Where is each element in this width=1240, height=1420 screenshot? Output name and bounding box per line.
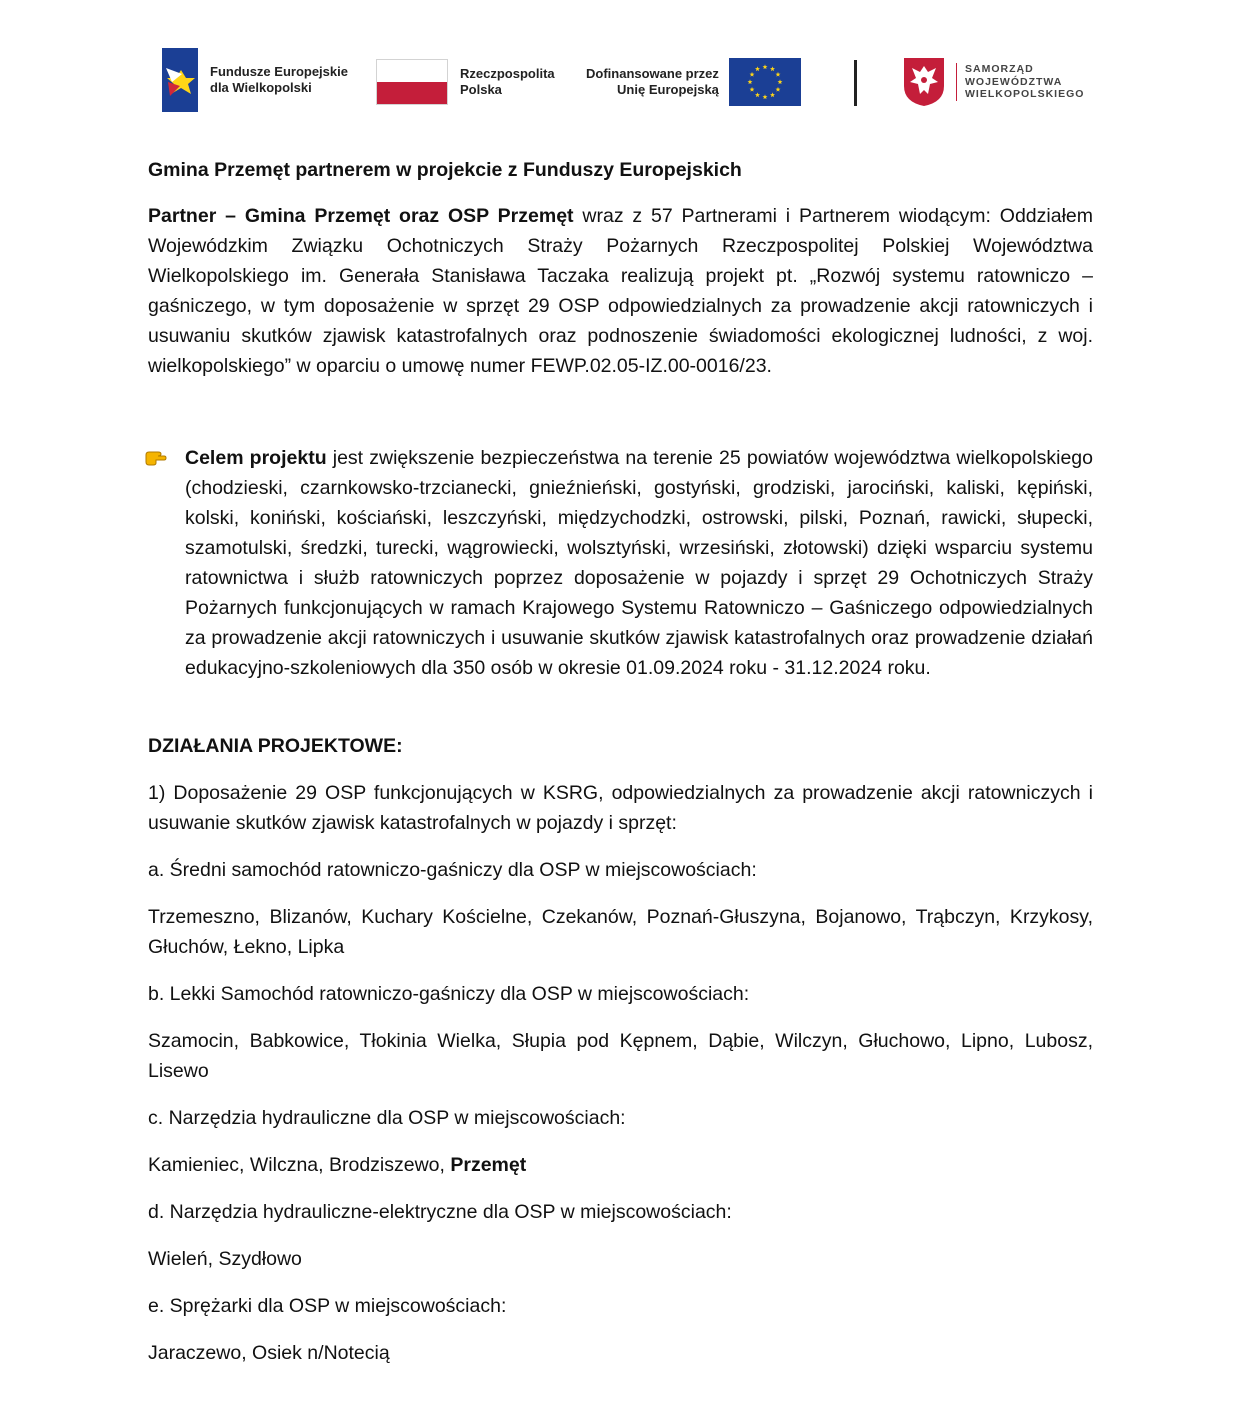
item-c-places-bold: Przemęt [450,1154,527,1176]
goal-bold-text: Celem projektu [185,447,327,469]
item-b-places: Szamocin, Babkowice, Tłokinia Wielka, Słupia pod Kępnem, Dąbie, Wilczyn, Głuchowo, Lipno, Lubosz, Lisewo [148,1030,1093,1082]
rp-text-line1: Rzeczpospolita [460,66,555,81]
section-colon: : [396,735,403,757]
pointing-hand-icon [144,447,168,467]
intro-text: wraz z 57 Partnerami i Partnerem wiodącym: Oddziałem Wojewódzkim Związku Ochotniczych Straży Pożarnych Rzeczpospolitej Polskiej Województwa Wielkopolskiego im. Generała Stanisława Taczaka realizują projekt pt. „Rozwój systemu ratowniczo – gaśniczego, w tym doposażenie w sprzęt 29 OSP odpowiedzialnych za prowadzenie akcji ratowniczych i usuwaniu skutków zjawisk katastrofalnych oraz podnoszenie świadomości ekologicznej ludności, z woj. wielkopolskiego” w oparciu o umowę numer FEWP.02.05-IZ.00-0016/23. [148,205,1093,377]
logo-divider [854,60,857,106]
eu-flag-icon [729,58,801,106]
project-goal-bullet [148,443,1093,683]
document-title: Gmina Przemęt partnerem w projekcie z Funduszy Europejskich [148,159,742,181]
ue-text-line2: Unię Europejską [617,82,719,97]
section-title: DZIAŁANIA PROJEKTOWE [148,735,397,757]
fundusze-europejskie-logo [162,48,348,112]
item-d-places: Wieleń, Szydłowo [148,1248,302,1270]
sw-text-line3: WIELKOPOLSKIEGO [965,88,1085,101]
rp-text-line2: Polska [460,82,502,97]
item-c-label: c. Narzędzia hydrauliczne dla OSP w miejscowościach: [148,1107,626,1129]
fe-text-line2: dla Wielkopolski [210,80,312,95]
fe-text-line1: Fundusze Europejskie [210,64,348,79]
item-a-label: a. Średni samochód ratowniczo-gaśniczy dla OSP w miejscowościach: [148,859,757,881]
fe-star-icon [162,48,198,112]
goal-text: jest zwiększenie bezpieczeństwa na terenie 25 powiatów województwa wielkopolskiego (chodzieski, czarnkowsko-trzcianecki, gnieźnieński, gostyński, grodziski, jarociński, kaliski, kępiński, kolski, koniński, kościański, leszczyński, międzychodzki, ostrowski, pilski, Poznań, rawicki, słupecki, szamotulski, średzki, turecki, wągrowiecki, wolsztyński, wrzesiński, złotowski) dzięki wsparciu systemu ratownictwa i służb ratowniczych poprzez doposażenie w pojazdy i sprzęt 29 Ochotniczych Straży Pożarnych funkcjonujących w ramach Krajowego Systemu Ratowniczo – Gaśniczego odpowiedzialnych za prowadzenie akcji ratowniczych i usuwanie skutków zjawisk katastrofalnych oraz prowadzenie działań edukacyjno-szkoleniowych dla 350 osób w okresie 01.09.2024 roku - 31.12.2024 roku. [185,447,1094,679]
intro-paragraph [148,201,1093,381]
item-a-places: Trzemeszno, Blizanów, Kuchary Kościelne, Czekanów, Poznań-Głuszyna, Bojanowo, Trąbczyn, Krzykosy, Głuchów, Łekno, Lipka [148,906,1093,958]
item-b-label: b. Lekki Samochód ratowniczo-gaśniczy dla OSP w miejscowościach: [148,983,750,1005]
samorzad-wojewodztwa-logo [902,56,1084,108]
unia-europejska-logo [586,58,801,106]
item-e-label: e. Sprężarki dla OSP w miejscowościach: [148,1295,507,1317]
polish-flag-icon [376,59,448,105]
item-1: 1) Doposażenie 29 OSP funkcjonujących w KSRG, odpowiedzialnych za prowadzenie akcji ratowniczych i usuwanie skutków zjawisk katastrofalnych w pojazdy i sprzęt: [148,782,1093,834]
intro-bold-text: Partner – Gmina Przemęt oraz OSP Przemęt [148,205,574,227]
section-heading [148,731,1093,761]
project-goal-paragraph [185,443,1093,683]
sw-text-line2: WOJEWÓDZTWA [965,75,1063,88]
rzeczpospolita-polska-logo [376,58,555,106]
item-c-places-text: Kamieniec, Wilczna, Brodziszewo, [148,1154,451,1176]
eagle-coat-of-arms-icon [902,56,946,108]
item-d-label: d. Narzędzia hydrauliczne-elektryczne dla OSP w miejscowościach: [148,1201,732,1223]
sw-text-line1: SAMORZĄD [965,63,1034,76]
item-e-places: Jaraczewo, Osiek n/Notecią [148,1342,390,1364]
item-c-places [148,1150,1093,1180]
ue-text-line1: Dofinansowane przez [586,66,719,81]
logo-bar [160,46,1085,116]
document-body [148,155,1093,1368]
